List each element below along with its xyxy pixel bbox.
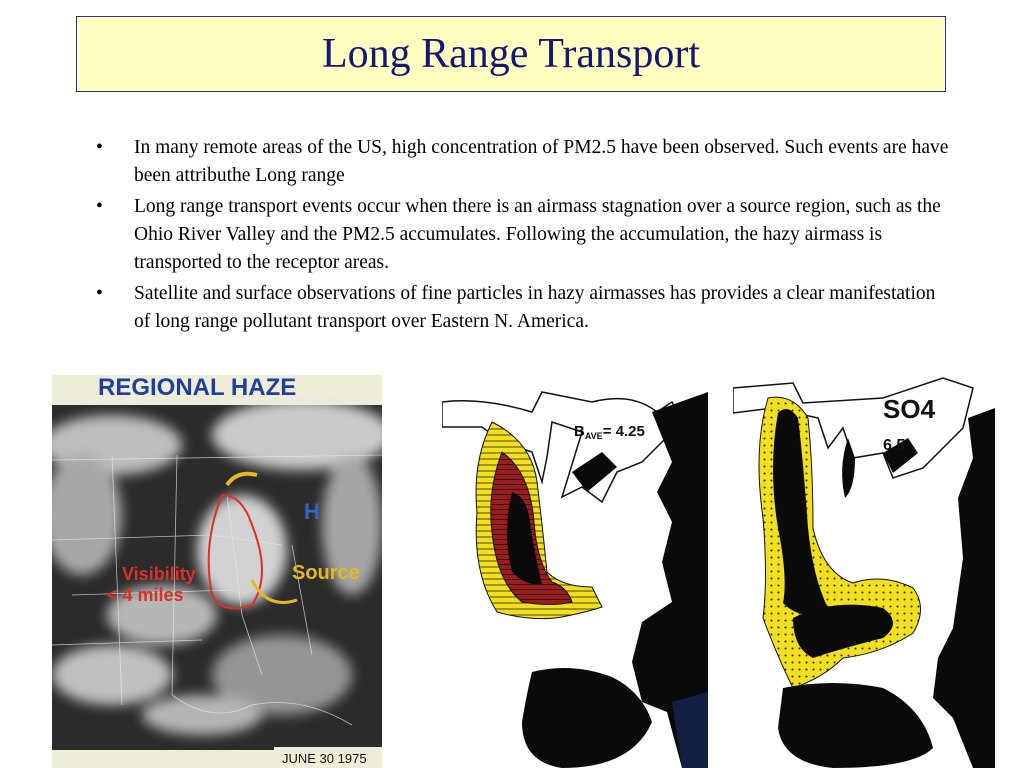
regional-haze-satellite-image bbox=[52, 375, 382, 768]
pm-label-sub: AVE bbox=[584, 431, 603, 441]
so4-value: 6.5 bbox=[883, 437, 906, 454]
bullet-item bbox=[96, 193, 956, 277]
bullet-icon: • bbox=[96, 196, 103, 217]
bullet-text: In many remote areas of the US, high concentration of PM2.5 have been observed. Such events are have been attributhe Long range bbox=[134, 137, 949, 186]
visibility-label: Visibility bbox=[122, 564, 196, 584]
title-box bbox=[76, 16, 946, 92]
svg-text:BAVE= 4.25 bbox=[574, 423, 645, 441]
bullet-text: Satellite and surface observations of fine particles in hazy airmasses has provides a clear manifestation of long range pollutant transport over Eastern N. America. bbox=[134, 283, 936, 332]
pm25-contour-map bbox=[442, 372, 708, 768]
pm-label: B bbox=[574, 423, 585, 440]
photo-date: JUNE 30 1975 bbox=[282, 751, 367, 766]
bullet-icon: • bbox=[96, 137, 103, 158]
source-label: Source bbox=[292, 562, 360, 584]
slide-title: Long Range Transport bbox=[322, 31, 700, 77]
so4-contour-map bbox=[733, 358, 995, 768]
pm-value: = 4.25 bbox=[602, 423, 645, 440]
haze-heading: REGIONAL HAZE bbox=[98, 375, 297, 401]
bullet-list bbox=[96, 134, 956, 339]
bullet-item bbox=[96, 134, 956, 190]
so4-label: SO4 bbox=[883, 394, 936, 424]
high-pressure-label: H bbox=[304, 499, 320, 524]
bullet-item bbox=[96, 280, 956, 336]
visibility-value: < 4 miles bbox=[107, 585, 184, 605]
bullet-icon: • bbox=[96, 283, 103, 304]
bullet-text: Long range transport events occur when there is an airmass stagnation over a source region, such as the Ohio River Valley and the PM2.5 accumulates. Following the accumulation, the hazy airmass is transported to the receptor areas. bbox=[134, 196, 941, 273]
